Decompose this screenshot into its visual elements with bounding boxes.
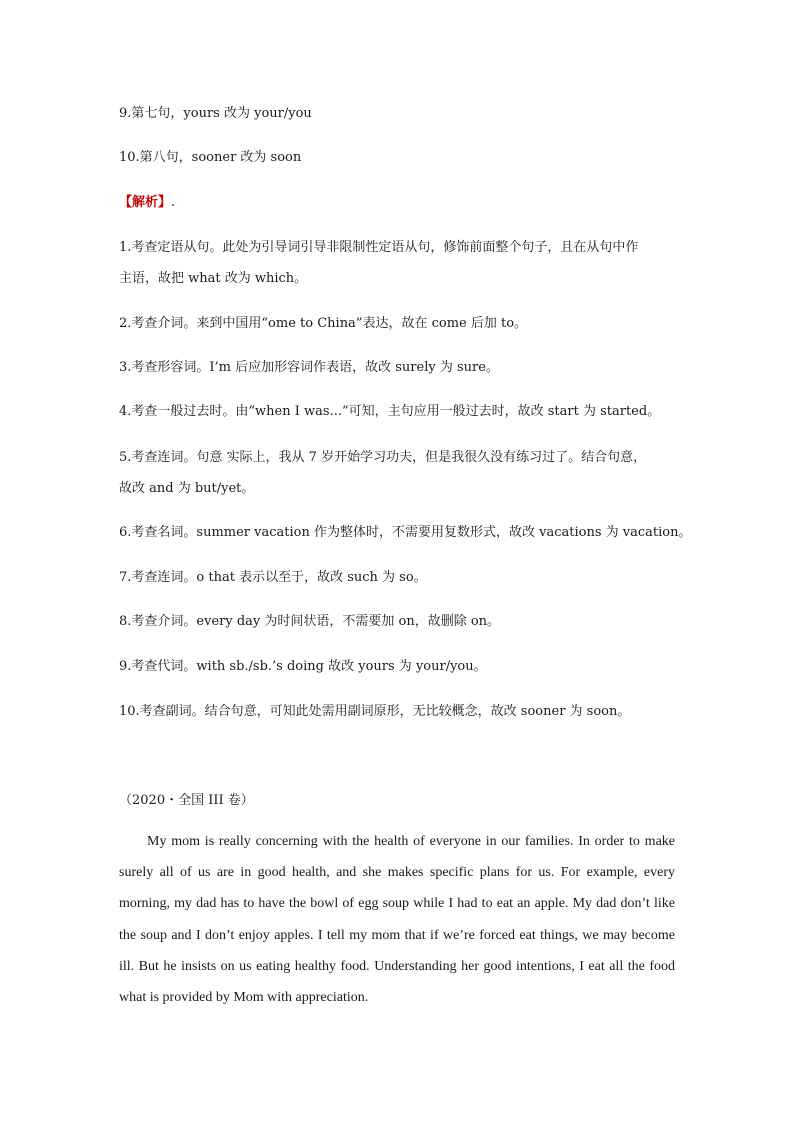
analysis-item-9: 9.考查代词。with sb./sb.’s doing 故改 yours 为 your/you。 <box>119 659 487 674</box>
analysis-item-5-line-1: 5.考查连词。句意 实际上，我从 7 岁开始学习功夫，但是我很久没有练习过了。结合句意， <box>119 450 647 465</box>
exam-source: （2020・全国 III 卷） <box>119 793 254 808</box>
analysis-item-8: 8.考查介词。every day 为时间状语，不需要加 on，故删除 on。 <box>119 614 501 629</box>
analysis-item-10: 10.考查副词。结合句意，可知此处需用副词原形，无比较概念，故改 sooner 为 soon。 <box>119 704 631 719</box>
analysis-heading <box>119 195 679 211</box>
analysis-tag-suffix: . <box>171 195 176 210</box>
analysis-item-1-line-2: 主语，故把 what 改为 which。 <box>119 271 308 286</box>
analysis-item-7: 7.考查连词。o that 表示以至于，故改 such 为 so。 <box>119 570 427 585</box>
analysis-item-5-line-2: 故改 and 为 but/yet。 <box>119 481 255 496</box>
passage-paragraph <box>119 826 675 1013</box>
analysis-tag: 【解析】 <box>119 195 172 210</box>
analysis-item-6: 6.考查名词。summer vacation 作为整体时，不需要用复数形式，故改 vacations 为 vacation。 <box>119 525 692 540</box>
analysis-item-4: 4.考查一般过去时。由“when I was...”可知，主句应用一般过去时，故改 start 为 started。 <box>119 404 661 419</box>
answer-line-10: 10.第八句，sooner 改为 soon <box>119 150 302 165</box>
analysis-item-3: 3.考查形容词。I’m 后应加形容词作表语，故改 surely 为 sure。 <box>119 360 499 375</box>
answer-line-9: 9.第七句，yours 改为 your/you <box>119 106 312 121</box>
passage-text: My mom is really concerning with the health of everyone in our families. In order to make surely all of us are in good health, and she makes specific plans for us. For example, every morning, my dad has to have the bowl of egg soup while I had to eat an apple. My dad don’t like the soup and I don’t enjoy apples. I tell my mom that if we’re forced eat things, we may become ill. But he insists on us eating healthy food. Understanding her good intentions, I eat all the food what is provided by Mom with appreciation. <box>119 834 675 1006</box>
analysis-item-2: 2.考查介词。来到中国用“ome to China”表达，故在 come 后加 to。 <box>119 316 528 331</box>
analysis-item-1-line-1: 1.考查定语从句。此处为引导词引导非限制性定语从句，修饰前面整个句子，且在从句中作 <box>119 240 639 255</box>
